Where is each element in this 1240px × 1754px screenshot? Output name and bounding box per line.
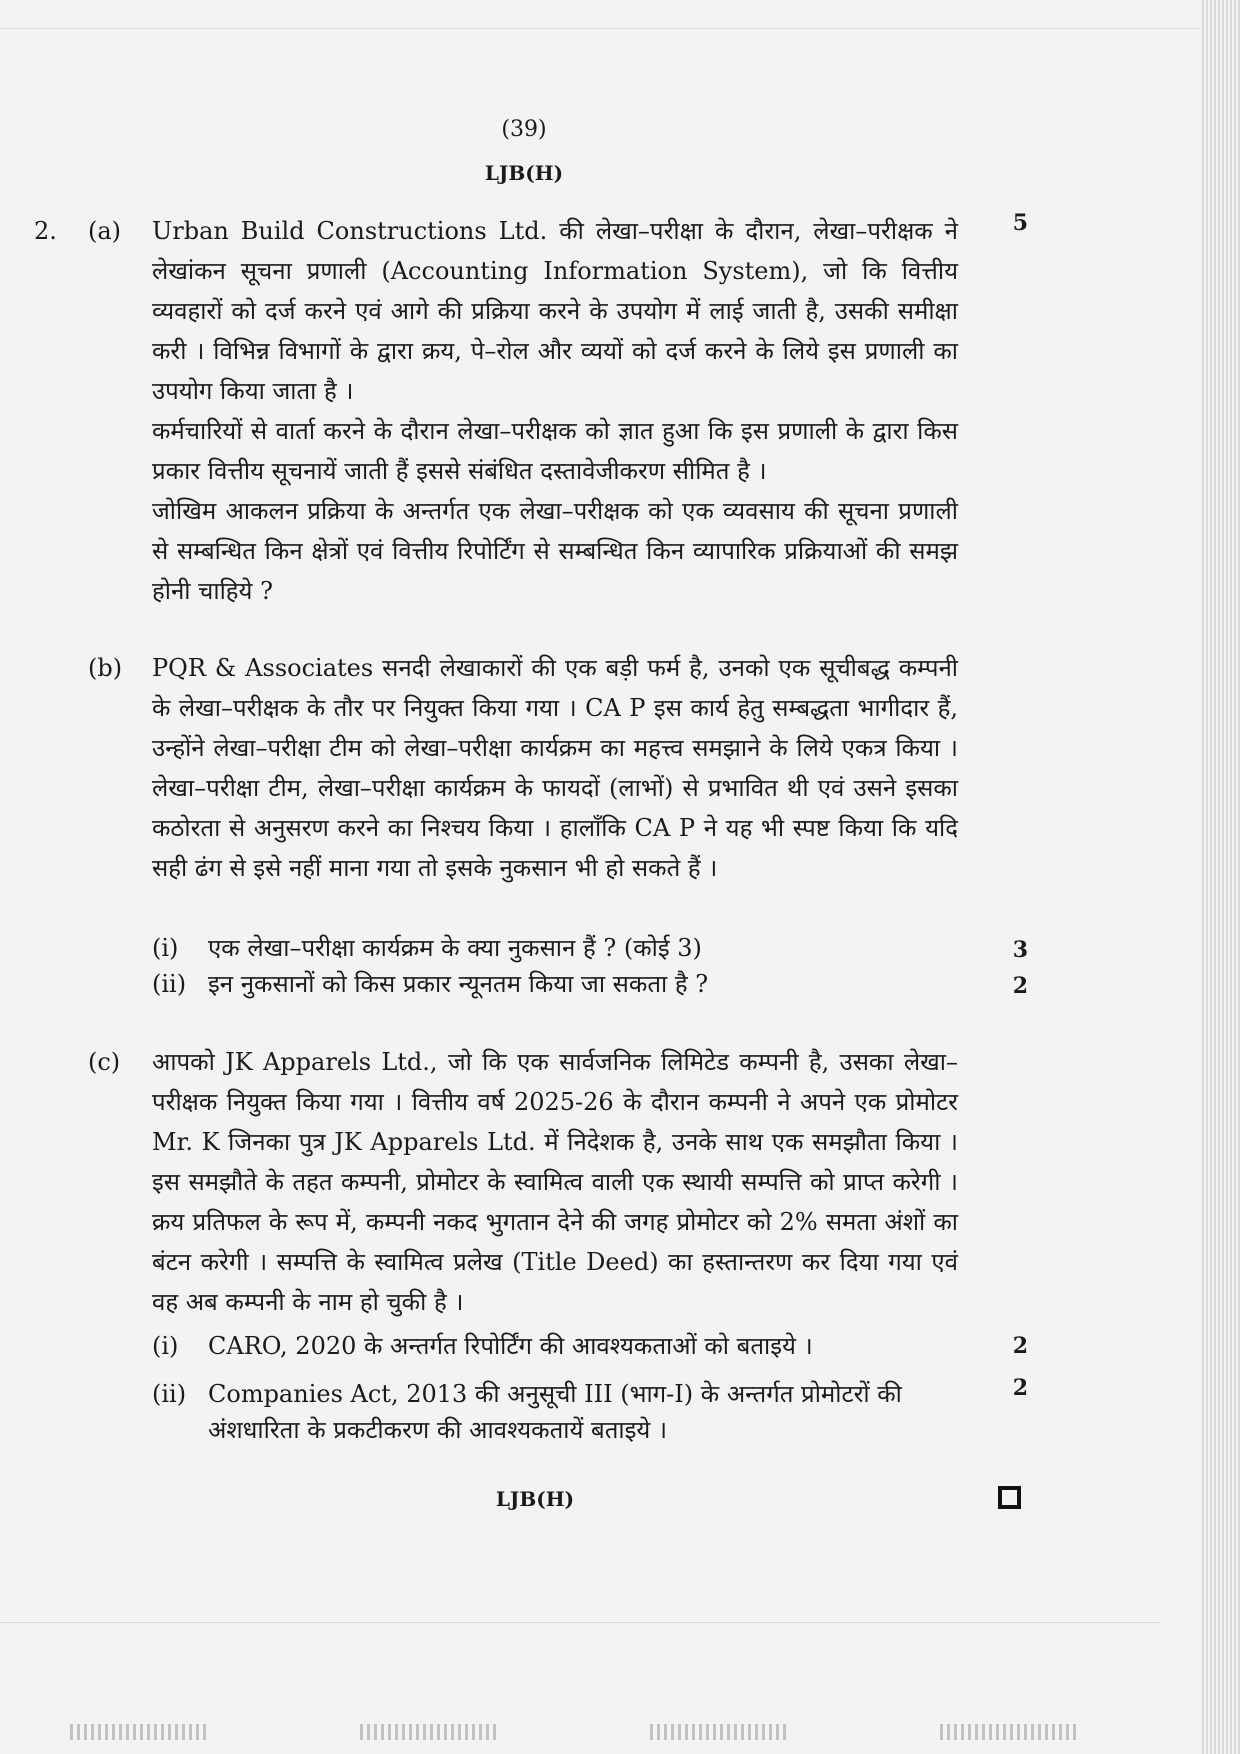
stacked-page-edge bbox=[1202, 0, 1240, 1754]
paper-code-footer: LJB(H) bbox=[495, 1487, 575, 1511]
subpart-label: (ii) bbox=[152, 1380, 187, 1408]
part-label-a: (a) bbox=[88, 217, 122, 245]
marks-part-c-i: 2 bbox=[1012, 1333, 1028, 1359]
subpart-text: इन नुकसानों को किस प्रकार न्यूनतम किया जा सकता है ? bbox=[208, 970, 709, 998]
marks-part-a: 5 bbox=[1012, 210, 1028, 236]
part-a-paragraph-3: जोखिम आकलन प्रक्रिया के अन्तर्गत एक लेखा–परीक्षक को एक व्यवसाय की सूचना प्रणाली से सम्बन्धित किन क्षेत्रों एवं वित्तीय रिपोर्टिंग से सम्बन्धित किन व्यापारिक प्रक्रियाओं की समझ होनी चाहिये ? bbox=[152, 497, 958, 605]
subpart-text: एक लेखा–परीक्षा कार्यक्रम के क्या नुकसान हैं ? (कोई 3) bbox=[208, 934, 702, 962]
page-fold-line bbox=[0, 28, 1200, 29]
part-b-paragraph-1: PQR & Associates सनदी लेखाकारों की एक बड़ी फर्म है, उनको एक सूचीबद्ध कम्पनी के लेखा–परीक्षक के तौर पर नियुक्त किया गया । CA P इस कार्य हेतु सम्बद्धता भागीदार हैं, उन्होंने लेखा–परीक्षा टीम को लेखा–परीक्षा कार्यक्रम का महत्त्व समझाने के लिये एकत्र किया । लेखा–परीक्षा टीम, लेखा–परीक्षा कार्यक्रम के फायदों (लाभों) से प्रभावित थी एवं उसने इसका कठोरता से अनुसरण करने का निश्चय किया । हालाँकि CA P ने यह भी स्पष्ट किया कि यदि सही ढंग से इसे नहीं माना गया तो इसके नुकसान भी हो सकते हैं । bbox=[152, 654, 958, 882]
part-c-body bbox=[152, 1042, 958, 1322]
part-c-paragraph-1: आपको JK Apparels Ltd., जो कि एक सार्वजनिक लिमिटेड कम्पनी है, उसका लेखा–परीक्षक नियुक्त किया गया । वित्तीय वर्ष 2025-26 के दौरान कम्पनी ने अपने एक प्रोमोटर Mr. K जिनका पुत्र JK Apparels Ltd. में निदेशक है, उनके साथ एक समझौता किया । इस समझौते के तहत कम्पनी, प्रोमोटर के स्वामित्व वाली एक स्थायी सम्पत्ति को प्राप्त करेगी । क्रय प्रतिफल के रूप में, कम्पनी नकद भुगतान देने की जगह प्रोमोटर को 2% समता अंशों का बंटन करेगी । सम्पत्ति के स्वामित्व प्रलेख (Title Deed) का हस्तान्तरण कर दिया गया एवं वह अब कम्पनी के नाम हो चुकी है । bbox=[152, 1048, 958, 1316]
paper-code-header: LJB(H) bbox=[484, 161, 564, 185]
question-number: 2. bbox=[34, 217, 57, 245]
square-end-icon bbox=[998, 1486, 1021, 1509]
scan-noise-mark bbox=[360, 1724, 500, 1740]
scan-noise-mark bbox=[650, 1724, 790, 1740]
subpart-text: Companies Act, 2013 की अनुसूची III (भाग-I) के अन्तर्गत प्रोमोटरों की अंशधारिता के प्रकटीकरण की आवश्यकतायें बताइये । bbox=[208, 1380, 902, 1444]
scan-noise-mark bbox=[70, 1724, 210, 1740]
subpart-label: (ii) bbox=[152, 970, 187, 998]
marks-part-b-ii: 2 bbox=[1012, 973, 1028, 999]
part-a-paragraph-1: Urban Build Constructions Ltd. की लेखा–परीक्षा के दौरान, लेखा–परीक्षक ने लेखांकन सूचना प्रणाली (Accounting Information System), जो कि वित्तीय व्यवहारों को दर्ज करने एवं आगे की प्रक्रिया करने के उपयोग में लाई जाती है, उसकी समीक्षा करी । विभिन्न विभागों के द्वारा क्रय, पे–रोल और व्ययों को दर्ज करने के लिये इस प्रणाली का उपयोग किया जाता है । bbox=[152, 217, 958, 405]
subpart-label: (i) bbox=[152, 1332, 179, 1360]
part-label-c: (c) bbox=[88, 1048, 121, 1076]
page-number: (39) bbox=[501, 117, 547, 142]
part-a-paragraph-2: कर्मचारियों से वार्ता करने के दौरान लेखा–परीक्षक को ज्ञात हुआ कि इस प्रणाली के द्वारा किस प्रकार वित्तीय सूचनायें जाती हैं इससे संबंधित दस्तावेजीकरण सीमित है । bbox=[152, 417, 958, 485]
page-bottom-edge bbox=[0, 1622, 1160, 1623]
scan-noise-mark bbox=[940, 1724, 1080, 1740]
part-b-body bbox=[152, 648, 958, 888]
subpart-label: (i) bbox=[152, 934, 179, 962]
part-label-b: (b) bbox=[88, 654, 123, 682]
subpart-text: CARO, 2020 के अन्तर्गत रिपोर्टिंग की आवश्यकताओं को बताइये । bbox=[208, 1332, 813, 1360]
part-a-body bbox=[152, 211, 958, 611]
marks-part-b-i: 3 bbox=[1012, 937, 1028, 963]
marks-part-c-ii: 2 bbox=[1012, 1375, 1028, 1401]
